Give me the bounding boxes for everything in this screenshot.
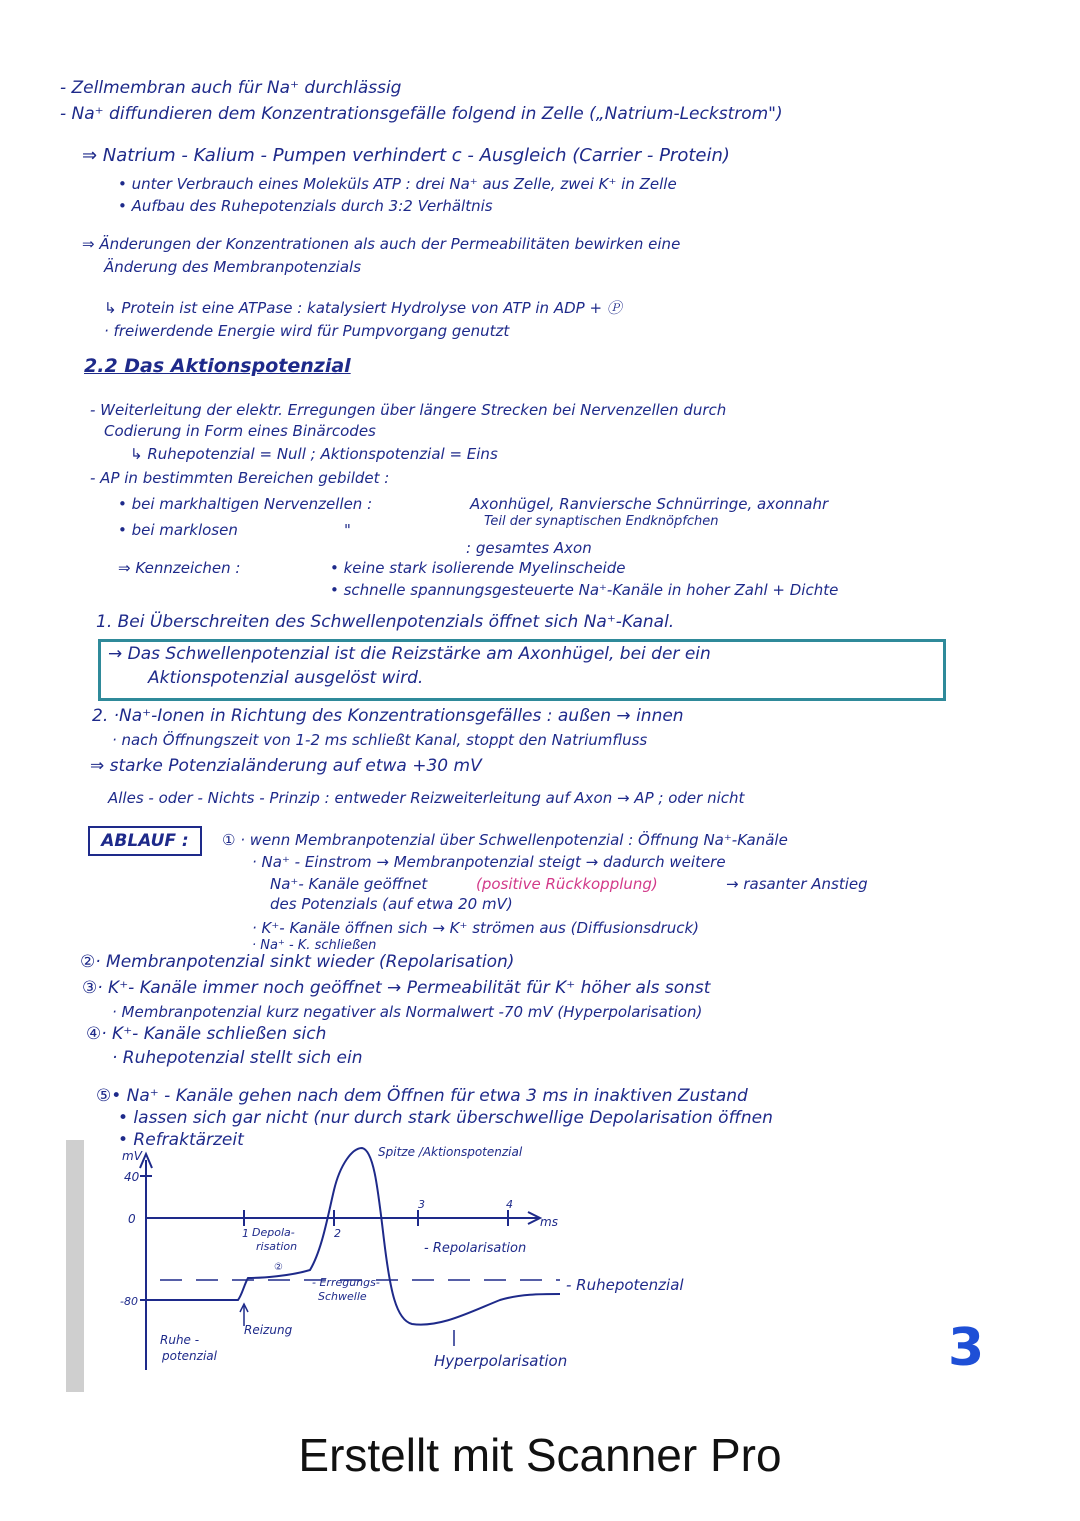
- rest-left-label: potenzial: [162, 1349, 217, 1363]
- y-unit: mV: [122, 1149, 142, 1163]
- circled-number: ②: [274, 1262, 283, 1273]
- note-line: Na⁺- Kanäle geöffnet: [270, 875, 428, 893]
- note-line: Änderung des Membranpotenzials: [104, 258, 362, 276]
- note-line: : gesamtes Axon: [466, 539, 592, 557]
- note-line: Alles - oder - Nichts - Prinzip : entweder Reizweiterleitung auf Axon → AP ; oder nicht: [108, 789, 745, 807]
- definition-line: Aktionspotenzial ausgelöst wird.: [148, 668, 424, 688]
- note-line: ① · wenn Membranpotenzial über Schwellenpotenzial : Öffnung Na⁺-Kanäle: [222, 831, 788, 849]
- ditto-mark: ": [344, 521, 351, 539]
- y-tick: 0: [128, 1212, 136, 1226]
- x-unit: ms: [540, 1215, 558, 1229]
- note-line: • keine stark isolierende Myelinscheide: [330, 559, 626, 577]
- y-tick: 40: [124, 1170, 140, 1184]
- note-line: - Weiterleitung der elektr. Erregungen über längere Strecken bei Nervenzellen durch: [90, 401, 727, 419]
- x-tick: 4: [506, 1198, 513, 1211]
- note-line: Teil der synaptischen Endknöpfchen: [484, 514, 719, 529]
- note-line: · nach Öffnungszeit von 1-2 ms schließt Kanal, stoppt den Natriumfluss: [112, 731, 648, 749]
- note-line: - Na⁺ diffundieren dem Konzentrationsgefälle folgend in Zelle („Natrium-Leckstrom"): [60, 104, 783, 124]
- note-line: · Na⁺ - K. schließen: [252, 938, 377, 953]
- page-number: 3: [948, 1318, 985, 1378]
- note-line: · K⁺- Kanäle öffnen sich → K⁺ strömen aus (Diffusionsdruck): [252, 919, 700, 937]
- note-line: ⑤• Na⁺ - Kanäle gehen nach dem Öffnen für etwa 3 ms in inaktiven Zustand: [96, 1086, 748, 1106]
- scan-edge-shadow: [66, 1140, 84, 1392]
- hyper-label: Hyperpolarisation: [434, 1352, 568, 1370]
- scanner-watermark: Erstellt mit Scanner Pro: [298, 1429, 782, 1481]
- note-line: Axonhügel, Ranviersche Schnürringe, axonnahr: [470, 495, 829, 513]
- note-line: ↳ Protein ist eine ATPase : katalysiert Hydrolyse von ATP in ADP + Ⓟ: [104, 299, 622, 317]
- note-line: · Membranpotenzial kurz negativer als Normalwert -70 mV (Hyperpolarisation): [112, 1003, 703, 1021]
- rest-label: - Ruhepotenzial: [566, 1276, 684, 1294]
- note-line: • Refraktärzeit: [118, 1130, 244, 1150]
- x-tick: 2: [334, 1227, 341, 1240]
- note-line: • schnelle spannungsgesteuerte Na⁺-Kanäle in hoher Zahl + Dichte: [330, 581, 839, 599]
- note-line: - Zellmembran auch für Na⁺ durchlässig: [60, 78, 402, 98]
- definition-line: → Das Schwellenpotenzial ist die Reizstärke am Axonhügel, bei der ein: [108, 644, 711, 664]
- depol-label: risation: [256, 1240, 298, 1253]
- note-line: • lassen sich gar nicht (nur durch stark überschwellige Depolarisation öffnen: [118, 1108, 773, 1128]
- note-line: • unter Verbrauch eines Moleküls ATP : drei Na⁺ aus Zelle, zwei K⁺ in Zelle: [118, 175, 677, 193]
- note-highlight: (positive Rückkopplung): [476, 875, 658, 893]
- note-line: · freiwerdende Energie wird für Pumpvorgang genutzt: [104, 322, 510, 340]
- note-line: • bei markhaltigen Nervenzellen :: [118, 495, 373, 513]
- note-line: 2. ·Na⁺-Ionen in Richtung des Konzentrationsgefälles : außen → innen: [92, 706, 684, 726]
- note-line: ⇒ Kennzeichen :: [118, 559, 241, 577]
- y-tick: -80: [120, 1295, 138, 1308]
- threshold-label: Schwelle: [318, 1290, 367, 1303]
- stimulus-label: Reizung: [244, 1323, 293, 1337]
- note-line: ②· Membranpotenzial sinkt wieder (Repolarisation): [80, 952, 515, 972]
- note-line: → rasanter Anstieg: [726, 875, 868, 893]
- note-line: • Aufbau des Ruhepotenzials durch 3:2 Verhältnis: [118, 197, 493, 215]
- note-line: · Na⁺ - Einstrom → Membranpotenzial steigt → dadurch weitere: [252, 853, 726, 871]
- note-line: des Potenzials (auf etwa 20 mV): [270, 895, 513, 913]
- depol-label: Depola-: [252, 1226, 295, 1239]
- note-line: ③· K⁺- Kanäle immer noch geöffnet → Permeabilität für K⁺ höher als sonst: [82, 978, 711, 998]
- note-line: 1. Bei Überschreiten des Schwellenpotenzials öffnet sich Na⁺-Kanal.: [96, 612, 675, 632]
- x-tick: 3: [418, 1198, 425, 1211]
- note-line: ⇒ Natrium - Kalium - Pumpen verhindert c - Ausgleich (Carrier - Protein): [82, 145, 730, 166]
- note-line: · Ruhepotenzial stellt sich ein: [112, 1048, 363, 1068]
- note-line: ⇒ Änderungen der Konzentrationen als auch der Permeabilitäten bewirken eine: [82, 235, 681, 253]
- ablauf-label: ABLAUF :: [88, 826, 202, 856]
- note-line: - AP in bestimmten Bereichen gebildet :: [90, 469, 390, 487]
- repol-label: - Repolarisation: [424, 1241, 527, 1256]
- peak-label: Spitze /Aktionspotenzial: [378, 1145, 523, 1159]
- x-tick: 1: [242, 1227, 249, 1240]
- note-line: ⇒ starke Potenzialänderung auf etwa +30 mV: [90, 756, 482, 776]
- section-heading: 2.2 Das Aktionspotenzial: [84, 355, 351, 377]
- note-line: ↳ Ruhepotenzial = Null ; Aktionspotenzial = Eins: [130, 445, 498, 463]
- note-line: ④· K⁺- Kanäle schließen sich: [86, 1024, 327, 1044]
- rest-left-label: Ruhe -: [160, 1333, 200, 1347]
- threshold-label: - Erregungs-: [312, 1276, 380, 1289]
- note-line: • bei marklosen: [118, 521, 238, 539]
- note-line: Codierung in Form eines Binärcodes: [104, 422, 376, 440]
